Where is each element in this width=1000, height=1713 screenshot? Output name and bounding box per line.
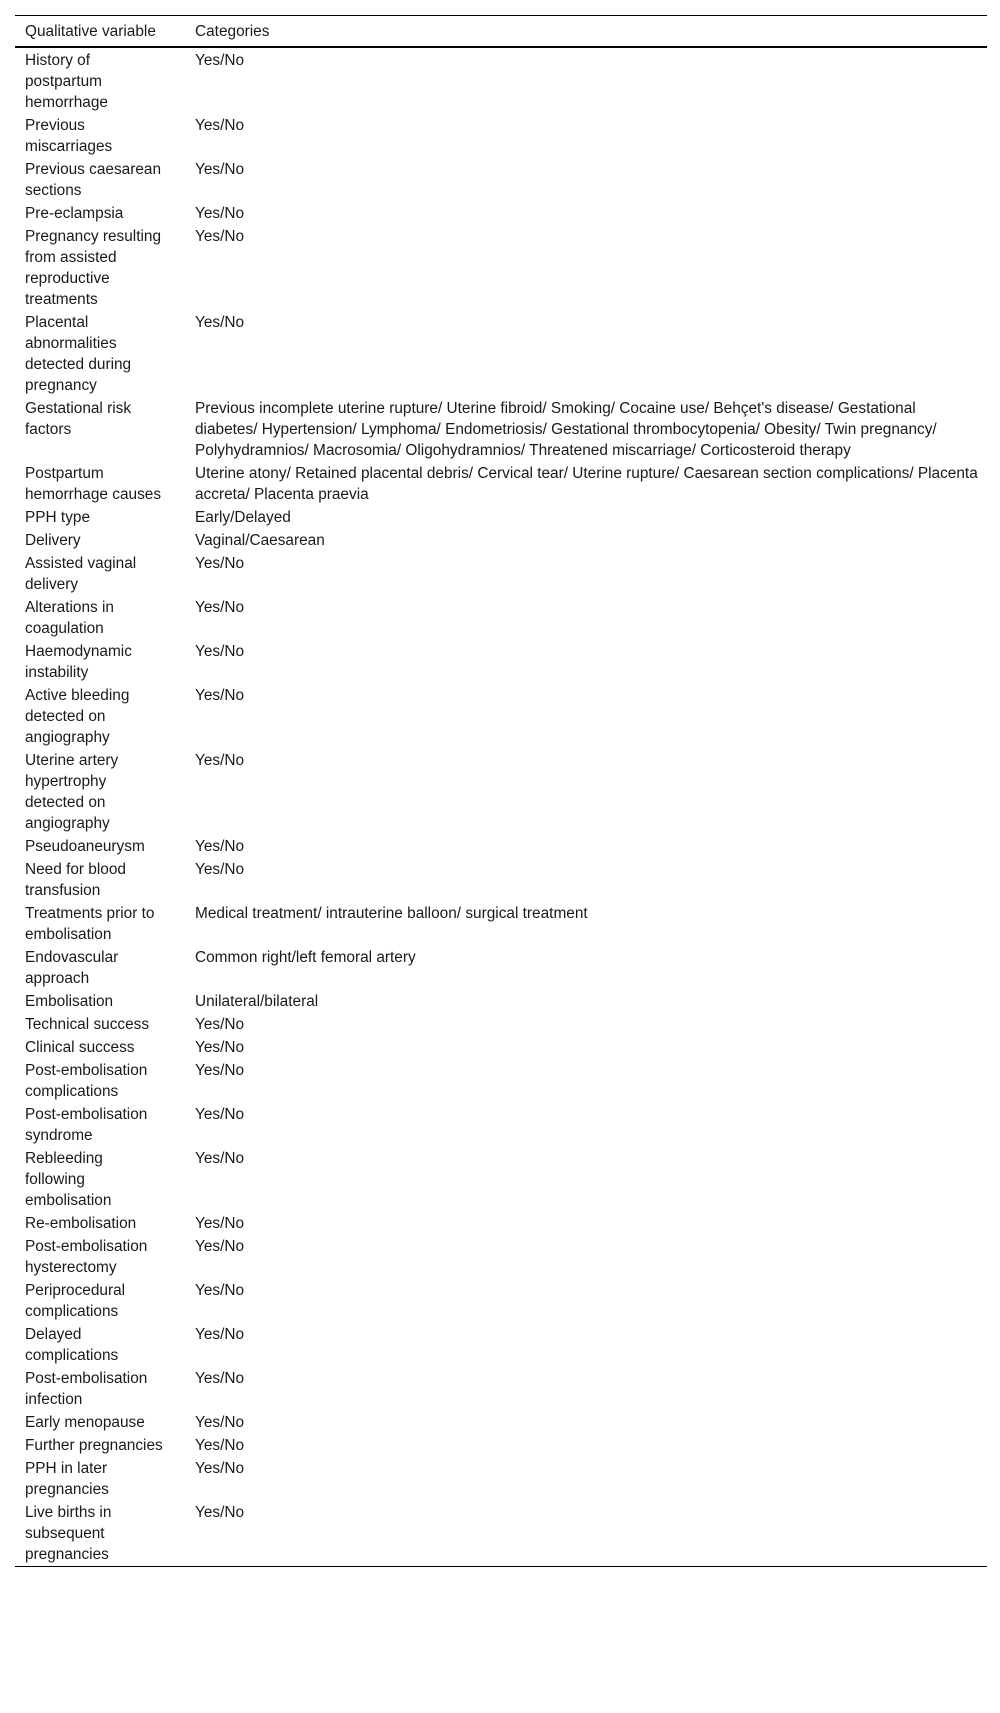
variable-cell: Delivery [25,532,81,549]
table-row [15,47,987,114]
table-row [15,202,987,225]
variable-cell: Post-embolisation infection [25,1370,148,1408]
categories-cell: Yes/No [195,52,245,69]
categories-cell: Yes/No [195,555,245,572]
table-row [15,1013,987,1036]
variables-table [15,15,987,1567]
categories-cell: Yes/No [195,1150,245,1167]
variable-cell: History of postpartum hemorrhage [25,52,108,111]
table-row [15,946,987,990]
variable-cell: Placental abnormalities detected during pregnancy [25,314,132,394]
categories-cell: Medical treatment/ intrauterine balloon/ surgical treatment [195,905,588,922]
table-row [15,225,987,311]
header-qualitative-variable: Qualitative variable [25,23,156,40]
variable-cell: Alterations in coagulation [25,599,114,637]
variable-cell: Delayed complications [25,1326,119,1364]
table-row [15,1036,987,1059]
variable-cell: Need for blood transfusion [25,861,126,899]
table-row [15,596,987,640]
table-row [15,835,987,858]
table-row [15,749,987,835]
variable-cell: Gestational risk factors [25,400,132,438]
header-row [15,16,987,48]
table-row [15,1367,987,1411]
categories-cell: Yes/No [195,205,245,222]
variable-cell: Post-embolisation hysterectomy [25,1238,148,1276]
table-row [15,640,987,684]
categories-cell: Yes/No [195,643,245,660]
categories-cell: Yes/No [195,1370,245,1387]
categories-cell: Yes/No [195,752,245,769]
variable-cell: Technical success [25,1016,150,1033]
table-row [15,1434,987,1457]
variable-cell: Postpartum hemorrhage causes [25,465,162,503]
table-row [15,1147,987,1212]
table-row [15,552,987,596]
categories-cell: Yes/No [195,1106,245,1123]
table-row [15,462,987,506]
variable-cell: Assisted vaginal delivery [25,555,137,593]
variable-cell: Pseudoaneurysm [25,838,145,855]
table-row [15,858,987,902]
categories-cell: Yes/No [195,1460,245,1477]
table-row [15,684,987,749]
variable-cell: Clinical success [25,1039,135,1056]
categories-cell: Yes/No [195,117,245,134]
categories-cell: Yes/No [195,314,245,331]
header-categories: Categories [195,23,270,40]
variable-cell: Periprocedural complications [25,1282,126,1320]
categories-cell: Previous incomplete uterine rupture/ Uterine fibroid/ Smoking/ Cocaine use/ Behçet's disease/ Gestational diabetes/ Hypertension/ Lymphoma/ Endometriosis/ Gestational thrombocytopenia/ Obesity/ Twin pregnancy/ Polyhydramnios/ Macrosomia/ Oligohydramnios/ Threatened miscarriage/ Corticosteroid therapy [195,400,937,459]
variable-cell: PPH type [25,509,91,526]
table-row [15,1059,987,1103]
table-row [15,529,987,552]
table-row [15,506,987,529]
categories-cell: Yes/No [195,1215,245,1232]
variable-cell: Further pregnancies [25,1437,163,1454]
table-header [15,16,987,48]
variable-cell: Pregnancy resulting from assisted reproductive treatments [25,228,162,308]
table-row [15,1323,987,1367]
categories-cell: Yes/No [195,1238,245,1255]
variable-cell: PPH in later pregnancies [25,1460,109,1498]
variable-cell: Early menopause [25,1414,145,1431]
categories-cell: Yes/No [195,228,245,245]
table-row [15,1279,987,1323]
categories-cell: Yes/No [195,1504,245,1521]
variable-cell: Haemodynamic instability [25,643,132,681]
variable-cell: Re-embolisation [25,1215,137,1232]
variable-cell: Previous caesarean sections [25,161,162,199]
categories-cell: Yes/No [195,1062,245,1079]
table-row [15,1501,987,1567]
categories-cell: Yes/No [195,1039,245,1056]
categories-cell: Yes/No [195,861,245,878]
table-row [15,397,987,462]
variable-cell: Embolisation [25,993,114,1010]
variable-cell: Endovascular approach [25,949,119,987]
categories-cell: Yes/No [195,161,245,178]
table-body [15,47,987,1567]
categories-cell: Yes/No [195,1016,245,1033]
categories-cell: Yes/No [195,838,245,855]
variable-cell: Uterine artery hypertrophy detected on angiography [25,752,119,832]
table-row [15,311,987,397]
categories-cell: Yes/No [195,687,245,704]
categories-cell: Uterine atony/ Retained placental debris/ Cervical tear/ Uterine rupture/ Caesarean section complications/ Placenta accreta/ Placenta praevia [195,465,978,503]
categories-cell: Common right/left femoral artery [195,949,416,966]
table-row [15,1212,987,1235]
variable-cell: Rebleeding following embolisation [25,1150,112,1209]
table-row [15,990,987,1013]
table-row [15,114,987,158]
categories-cell: Yes/No [195,599,245,616]
table-row [15,1235,987,1279]
variable-cell: Previous miscarriages [25,117,113,155]
variable-cell: Treatments prior to embolisation [25,905,155,943]
categories-cell: Early/Delayed [195,509,291,526]
variable-cell: Post-embolisation syndrome [25,1106,148,1144]
categories-cell: Vaginal/Caesarean [195,532,325,549]
categories-cell: Yes/No [195,1414,245,1431]
table-row [15,1411,987,1434]
table-row [15,902,987,946]
variables-table-container [15,15,987,1567]
table-row [15,158,987,202]
table-row [15,1457,987,1501]
variable-cell: Pre-eclampsia [25,205,124,222]
categories-cell: Yes/No [195,1437,245,1454]
variable-cell: Active bleeding detected on angiography [25,687,130,746]
categories-cell: Yes/No [195,1326,245,1343]
variable-cell: Post-embolisation complications [25,1062,148,1100]
categories-cell: Yes/No [195,1282,245,1299]
categories-cell: Unilateral/bilateral [195,993,319,1010]
table-row [15,1103,987,1147]
variable-cell: Live births in subsequent pregnancies [25,1504,112,1563]
